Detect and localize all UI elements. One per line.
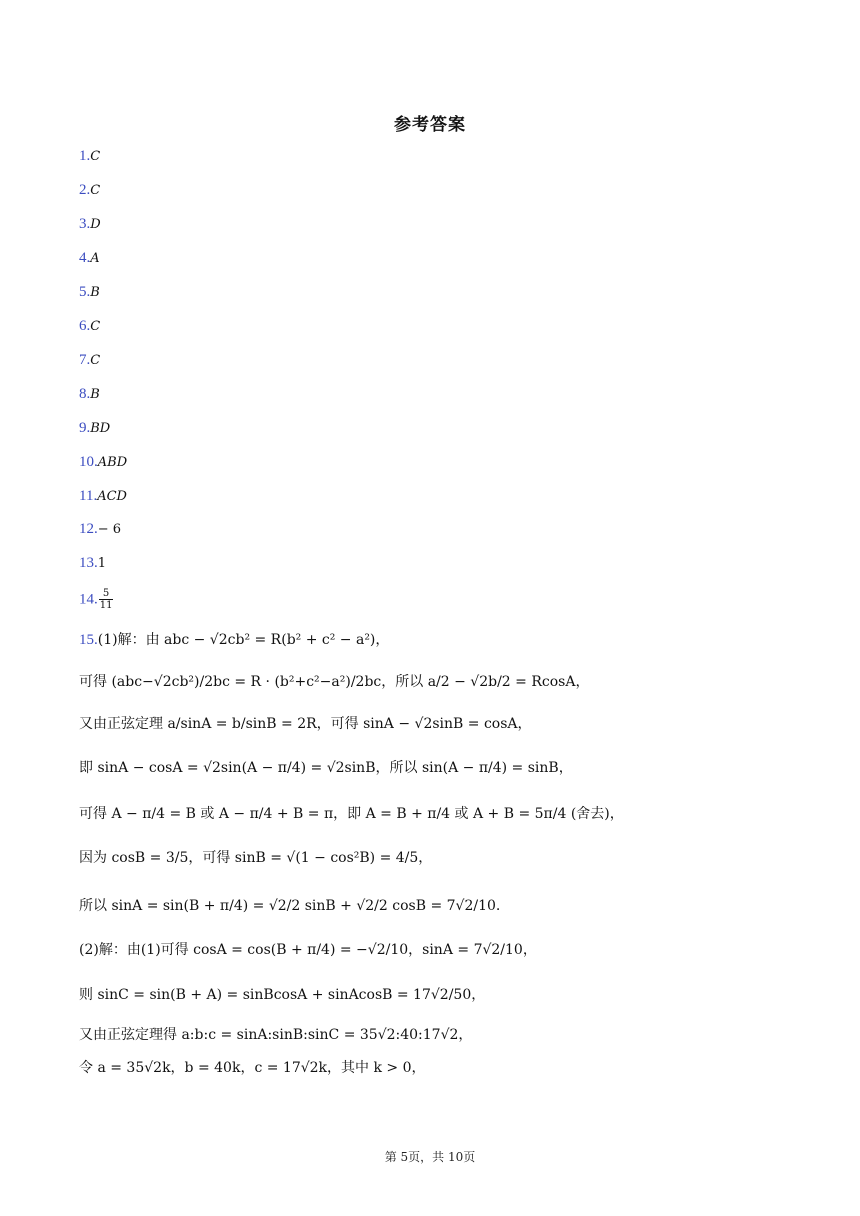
solution-line: 则 sinC = sin(B + A) = sinBcosA + sinAcosB = 17√2/50， (79, 987, 486, 1003)
answer-fraction (99, 588, 114, 611)
solution-line: 可得 (abc−√2cb²)/2bc = R · (b²+c²−a²)/2bc，所以 a/2 − √2b/2 = RcosA， (79, 674, 590, 690)
answer-value: C (90, 319, 101, 334)
answer-value: ABD (97, 455, 128, 470)
solution-line: (2)解：由(1)可得 cosA = cos(B + π/4) = −√2/10，sinA = 7√2/10， (79, 942, 537, 958)
answer-value: ACD (97, 489, 127, 504)
answer-value: B (90, 387, 100, 402)
solution-line: 又由正弦定理得 a:b:c = sinA:sinB:sinC = 35√2:40:17√2， (79, 1027, 473, 1043)
answer-number: 4. (79, 250, 91, 266)
solution-text: (1)解：由 abc − √2cb² = R(b² + c² − a²)， (97, 632, 390, 648)
answer-item (79, 418, 110, 439)
answer-number: 2. (79, 182, 91, 198)
answer-value: C (90, 183, 101, 198)
answer-number: 8. (79, 386, 91, 402)
answer-number: 3. (79, 216, 91, 232)
solution-line: 令 a = 35√2k，b = 40k，c = 17√2k，其中 k > 0， (79, 1060, 426, 1076)
answer-number: 7. (79, 352, 91, 368)
answer-value: C (90, 353, 101, 368)
solution-line: 可得 A − π/4 = B 或 A − π/4 + B = π，即 A = B + π/4 或 A + B = 5π/4 (舍去)， (79, 806, 624, 822)
answer-item (79, 180, 100, 201)
answer-number: 6. (79, 318, 91, 334)
answer-value: − 6 (97, 522, 122, 537)
answer-item (79, 588, 114, 611)
solution-line (79, 630, 389, 650)
answer-number: 13. (79, 555, 98, 571)
answer-item (79, 282, 100, 303)
answer-value: BD (90, 421, 111, 436)
answer-number: 11. (79, 488, 98, 504)
answer-value: C (90, 149, 101, 164)
answer-value: A (90, 251, 100, 266)
answer-item (79, 519, 121, 540)
answer-number: 9. (79, 420, 91, 436)
solution-line: 所以 sinA = sin(B + π/4) = √2/2 sinB + √2/2 cosB = 7√2/10. (79, 898, 501, 914)
solution-line: 又由正弦定理 a/sinA = b/sinB = 2R，可得 sinA − √2sinB = cosA， (79, 716, 532, 732)
answer-value: B (90, 285, 100, 300)
page-title: 参考答案 (394, 115, 466, 135)
fraction-denominator: 11 (99, 600, 113, 611)
page-footer: 第 5页，共 10页 (384, 1150, 476, 1164)
answer-number: 1. (79, 148, 91, 164)
answer-value: D (90, 217, 101, 232)
answer-item (79, 316, 100, 337)
answer-item (79, 384, 100, 405)
answer-number: 12. (79, 521, 98, 537)
answer-number: 5. (79, 284, 91, 300)
answer-item (79, 452, 127, 473)
answer-item (79, 248, 100, 269)
answer-number: 10. (79, 454, 98, 470)
fraction-numerator: 5 (99, 588, 114, 600)
answer-number: 14. (79, 591, 98, 608)
answer-item (79, 486, 127, 507)
answer-item (79, 214, 101, 235)
solution-line: 因为 cosB = 3/5，可得 sinB = √(1 − cos²B) = 4/5， (79, 850, 433, 866)
answer-value: 1 (97, 556, 107, 571)
answer-number: 15. (79, 632, 98, 648)
answer-item (79, 553, 106, 574)
solution-line: 即 sinA − cosA = √2sin(A − π/4) = √2sinB，所以 sin(A − π/4) = sinB， (79, 760, 573, 776)
answer-item (79, 146, 100, 167)
answer-item (79, 350, 100, 371)
